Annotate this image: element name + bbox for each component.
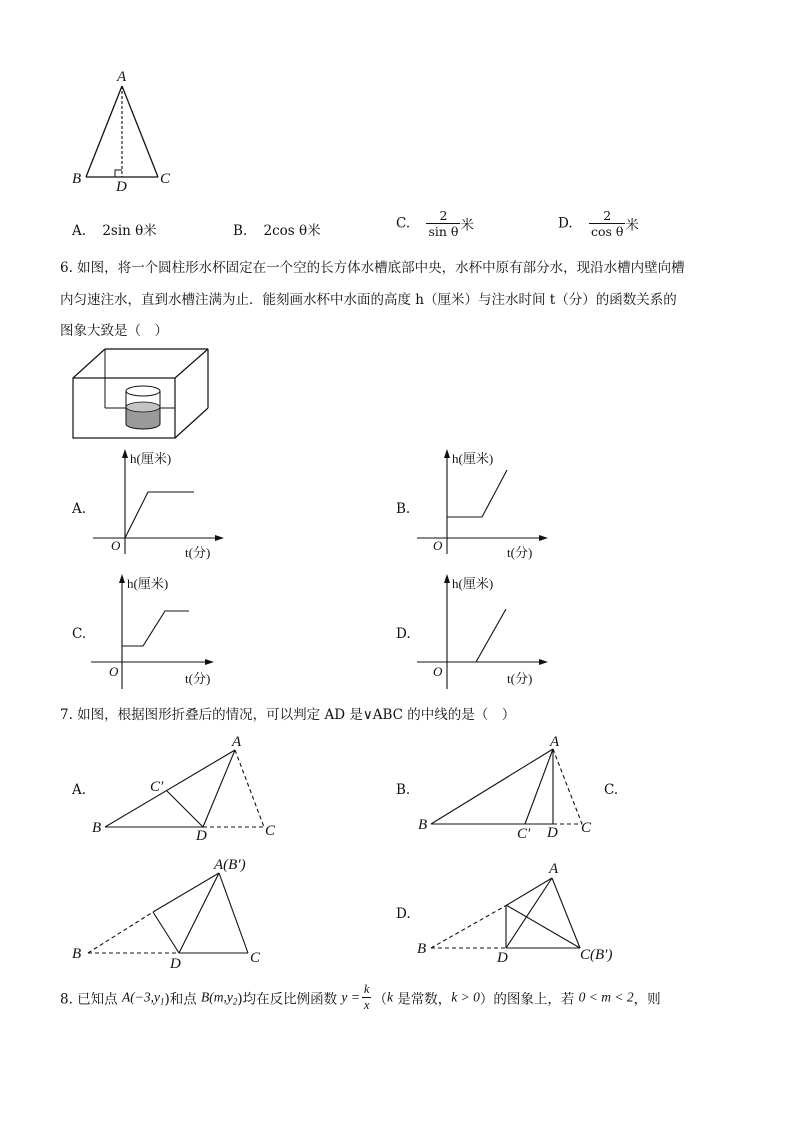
fig7a-label-D: D (196, 828, 207, 844)
graph-b-x-label: t(分) (507, 545, 533, 560)
q6-graph-b (414, 446, 554, 566)
q6-stem-line3: 图象大致是（ ） (60, 323, 168, 339)
graph-b-origin: O (433, 538, 443, 553)
fig7c-label-C: C (250, 950, 261, 966)
graph-a-y-label: h(厘米) (130, 451, 172, 466)
q8-point-b: B(m,y (201, 989, 233, 1005)
q5-option-c-den: sin θ (428, 224, 459, 239)
q5-label-D: D (116, 179, 127, 195)
fig7b-label-C: C (581, 820, 592, 836)
fig7a-label-A: A (232, 734, 242, 750)
graph-c-y-label: h(厘米) (127, 576, 169, 591)
q8-text-1: 8. 已知点 (60, 991, 122, 1008)
q8-text-3: )均在反比例函数 (237, 991, 342, 1008)
q8-k: k (386, 989, 393, 1005)
q6-stem-line2: 内匀速注水，直到水槽注满为止．能刻画水杯中水面的高度 h（厘米）与注水时间 t（分）的函数关系的 (60, 292, 677, 308)
q6-graph-d (414, 571, 554, 691)
q8-y-equals: y = (341, 989, 360, 1005)
q8-sub-2: 2 (232, 996, 238, 1007)
q5-option-d[interactable] (558, 208, 639, 239)
q8-frac-den: x (363, 998, 370, 1012)
q5-label-C: C (160, 171, 171, 187)
q5-option-b-letter: B. (233, 223, 248, 239)
q5-option-b-text: 2cos θ米 (263, 223, 321, 239)
q8-point-a: A(−3,y (121, 989, 160, 1005)
q5-option-c-unit: 米 (460, 217, 474, 234)
q7-figure-b (414, 732, 614, 847)
q5-option-d-den: cos θ (590, 224, 624, 239)
q7-figure-c (68, 852, 298, 970)
q5-triangle-figure (60, 60, 200, 195)
fig7c-label-D: D (170, 956, 181, 972)
fig7d-label-D: D (497, 950, 508, 966)
graph-a-origin: O (111, 538, 121, 553)
graph-c-x-label: t(分) (185, 671, 211, 686)
q8-frac-num: k (363, 982, 370, 996)
graph-b-y-label: h(厘米) (452, 451, 494, 466)
q5-label-A: A (117, 69, 127, 85)
q5-option-b[interactable] (233, 219, 321, 239)
q5-option-c-num: 2 (426, 208, 460, 224)
q7-option-a-letter[interactable]: A. (72, 782, 87, 798)
q8-text-2: )和点 (164, 991, 201, 1008)
fig7b-label-Cp: C′ (517, 826, 531, 842)
q6-option-b-letter[interactable]: B. (396, 501, 411, 517)
q5-label-B: B (72, 171, 82, 187)
q5-option-c-letter: C. (396, 215, 411, 232)
graph-d-origin: O (433, 664, 443, 679)
q5-option-a[interactable] (72, 219, 157, 239)
q6-cup-icon (126, 386, 160, 429)
q5-option-d-num: 2 (589, 208, 625, 224)
q8-text-6: ）的图象上，若 (479, 991, 579, 1008)
fig7a-label-Cp: C′ (150, 779, 164, 795)
fig7d-label-C: C(B′) (580, 947, 613, 963)
fig7d-label-A: A (549, 861, 559, 877)
q6-option-c-letter[interactable]: C. (72, 626, 87, 642)
q8-text-7: ，则 (633, 991, 661, 1008)
q7-stem: 7. 如图，根据图形折叠后的情况，可以判定 AD 是∨ABC 的中线的是（ ） (60, 707, 516, 723)
q8-stem (60, 982, 661, 1013)
fig7c-label-B: B (72, 946, 82, 962)
q5-option-a-text: 2sin θ米 (102, 223, 157, 239)
q8-m-range: 0 < m < 2 (578, 989, 634, 1005)
q7-option-c-letter[interactable]: C. (604, 782, 619, 798)
q8-k-gt-0: k > 0 (451, 989, 480, 1005)
q6-stem-line1: 6. 如图，将一个圆柱形水杯固定在一个空的长方体水槽底部中央，水杯中原有部分水，现沿水槽内壁向槽 (60, 260, 685, 276)
q6-graph-a (90, 446, 230, 566)
q8-text-4: （ (373, 991, 387, 1008)
q7-option-b-letter[interactable]: B. (396, 782, 411, 798)
q5-option-d-letter: D. (558, 215, 573, 232)
q5-option-c[interactable] (396, 208, 474, 239)
fig7b-label-B: B (418, 817, 428, 833)
graph-d-y-label: h(厘米) (452, 576, 494, 591)
q5-option-a-letter: A. (72, 223, 87, 239)
fig7d-label-B: B (417, 941, 427, 957)
q7-option-d-letter[interactable]: D. (396, 906, 411, 922)
q7-figure-d (414, 858, 644, 968)
fig7c-label-A: A(B′) (214, 857, 246, 873)
q6-graph-c (88, 571, 228, 691)
q6-option-a-letter[interactable]: A. (72, 501, 87, 517)
fig7b-label-A: A (550, 734, 560, 750)
graph-c-origin: O (109, 664, 119, 679)
fig7a-label-C: C (265, 823, 276, 839)
q6-option-d-letter[interactable]: D. (396, 626, 411, 642)
graph-d-x-label: t(分) (507, 671, 533, 686)
q5-option-d-unit: 米 (625, 217, 639, 234)
q7-figure-a (90, 732, 290, 847)
q6-water-tank-figure (60, 340, 220, 445)
q8-sub-1: 1 (159, 996, 165, 1007)
fig7b-label-D: D (547, 825, 558, 841)
fig7a-label-B: B (92, 820, 102, 836)
graph-a-x-label: t(分) (185, 545, 211, 560)
q8-text-5: 是常数， (392, 991, 452, 1008)
